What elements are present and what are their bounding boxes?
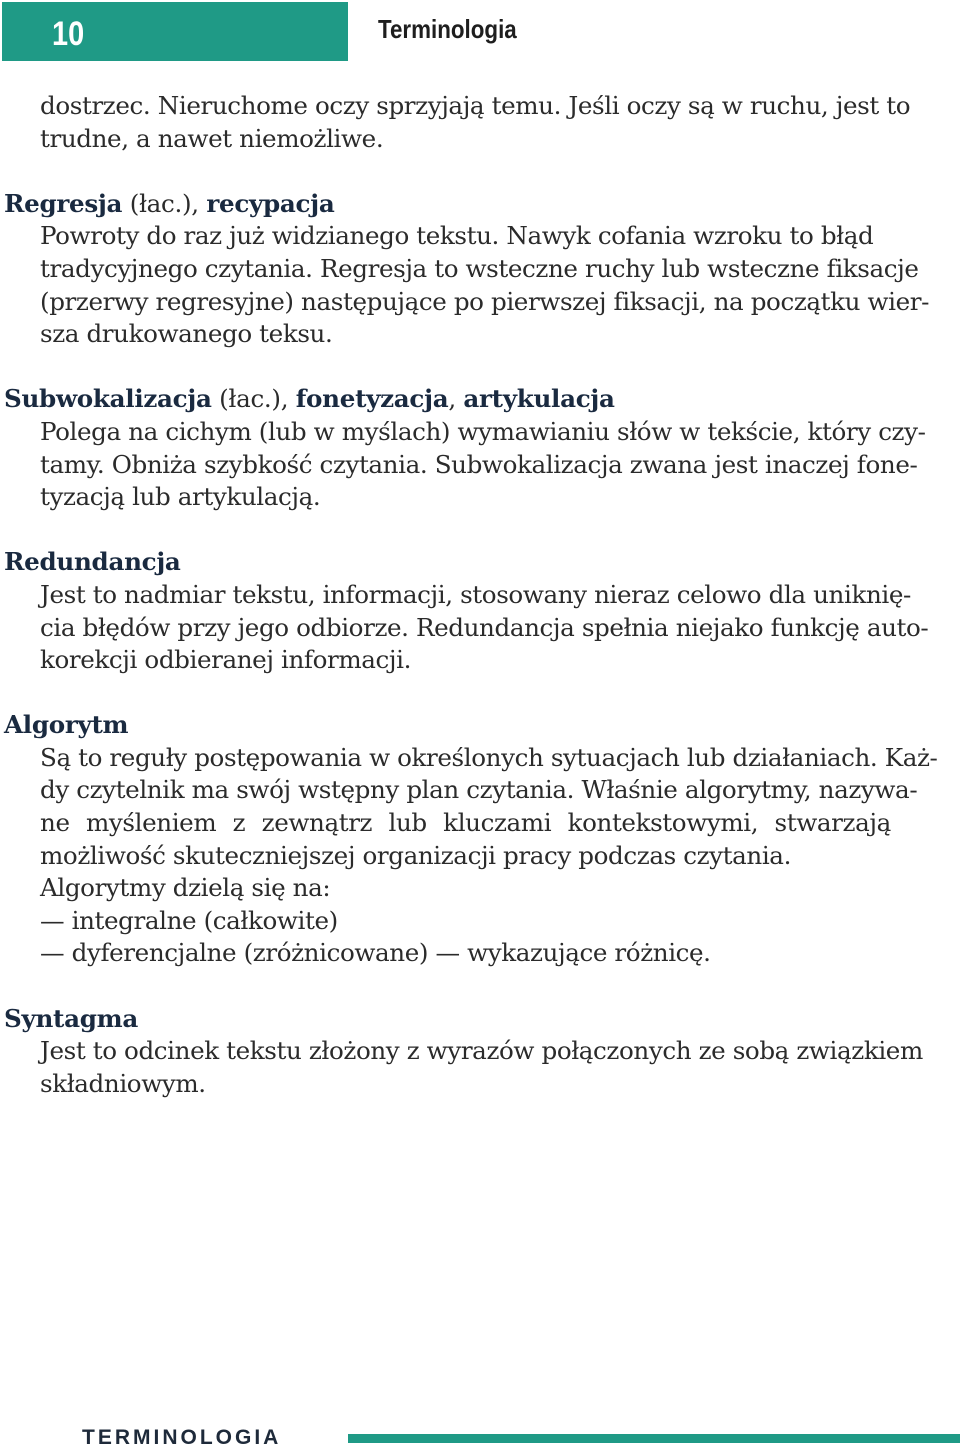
term-origin: (łac.),: [122, 188, 207, 218]
term-synonym: recypacja: [206, 188, 335, 218]
term-name: Syntagma: [4, 1003, 138, 1033]
text-line: korekcji odbieranej informacji.: [40, 645, 412, 675]
text-line: Polega na cichym (lub w myślach) wymawianiu słów w tekście, który czy-: [40, 416, 926, 446]
term-synonym: artykulacja: [463, 384, 615, 414]
term-separator: ,: [448, 384, 464, 414]
text-line: Algorytmy dzielą się na:: [40, 873, 331, 903]
term-heading: [4, 1003, 956, 1036]
intro-paragraph: [4, 90, 956, 155]
term-origin: (łac.),: [211, 384, 296, 414]
text-line: Jest to nadmiar tekstu, informacji, stosowany nieraz celowo dla uniknię-: [40, 579, 911, 609]
text-line: cia błędów przy jego odbiorze. Redundancja spełnia niejako funkcję auto-: [40, 612, 929, 642]
term-heading: [4, 188, 956, 221]
term-name: Algorytm: [4, 710, 129, 740]
text-line: składniowym.: [40, 1068, 206, 1098]
term-heading: [4, 546, 956, 579]
running-head: Terminologia: [378, 14, 517, 44]
text-line: Powroty do raz już widzianego tekstu. Nawyk cofania wzroku to błąd: [40, 221, 874, 251]
entry-subwokalizacja: [4, 383, 956, 513]
term-heading: [4, 383, 956, 416]
text-line: sza drukowanego teksu.: [40, 319, 333, 349]
footer-rule: [348, 1434, 960, 1443]
text-line: tamy. Obniża szybkość czytania. Subwokalizacja zwana jest inaczej fone-: [40, 449, 918, 479]
term-heading: [4, 709, 956, 742]
entry-algorytm: [4, 709, 956, 970]
text-line: możliwość skuteczniejszej organizacji pracy podczas czytania.: [40, 840, 791, 870]
entry-syntagma: [4, 1003, 956, 1101]
term-name: Subwokalizacja: [4, 384, 212, 414]
entry-regresja: [4, 188, 956, 351]
text-line: Jest to odcinek tekstu złożony z wyrazów połączonych ze sobą związkiem: [40, 1036, 923, 1066]
term-name: Redundancja: [4, 547, 181, 577]
list-item: — integralne (całkowite): [40, 905, 338, 935]
text-line: tradycyjnego czytania. Regresja to wsteczne ruchy lub wsteczne fiksacje: [40, 253, 919, 283]
document-body: [4, 90, 956, 1100]
entry-redundancja: [4, 546, 956, 676]
text-line: tyzacją lub artykulacją.: [40, 482, 321, 512]
list-item: — dyferencjalne (zróżnicowane) — wykazujące różnicę.: [40, 938, 711, 968]
page-number: 10: [52, 15, 85, 53]
page-number-tab: [2, 2, 348, 61]
term-name: Regresja: [4, 188, 123, 218]
text-line: (przerwy regresyjne) następujące po pierwszej fiksacji, na początku wier-: [40, 286, 930, 316]
text-line: trudne, a nawet niemożliwe.: [40, 123, 384, 153]
text-line: Są to reguły postępowania w określonych sytuacjach lub działaniach. Każ-: [40, 742, 938, 772]
text-line: dy czytelnik ma swój wstępny plan czytania. Właśnie algorytmy, nazywa-: [40, 775, 918, 805]
footer-label: TERMINOLOGIA: [82, 1426, 282, 1449]
term-synonym: fonetyzacja: [295, 384, 449, 414]
text-line: ne myśleniem z zewnątrz lub kluczami kontekstowymi, stwarzają: [40, 808, 891, 838]
text-line: dostrzec. Nieruchome oczy sprzyjają temu. Jeśli oczy są w ruchu, jest to: [40, 91, 911, 120]
